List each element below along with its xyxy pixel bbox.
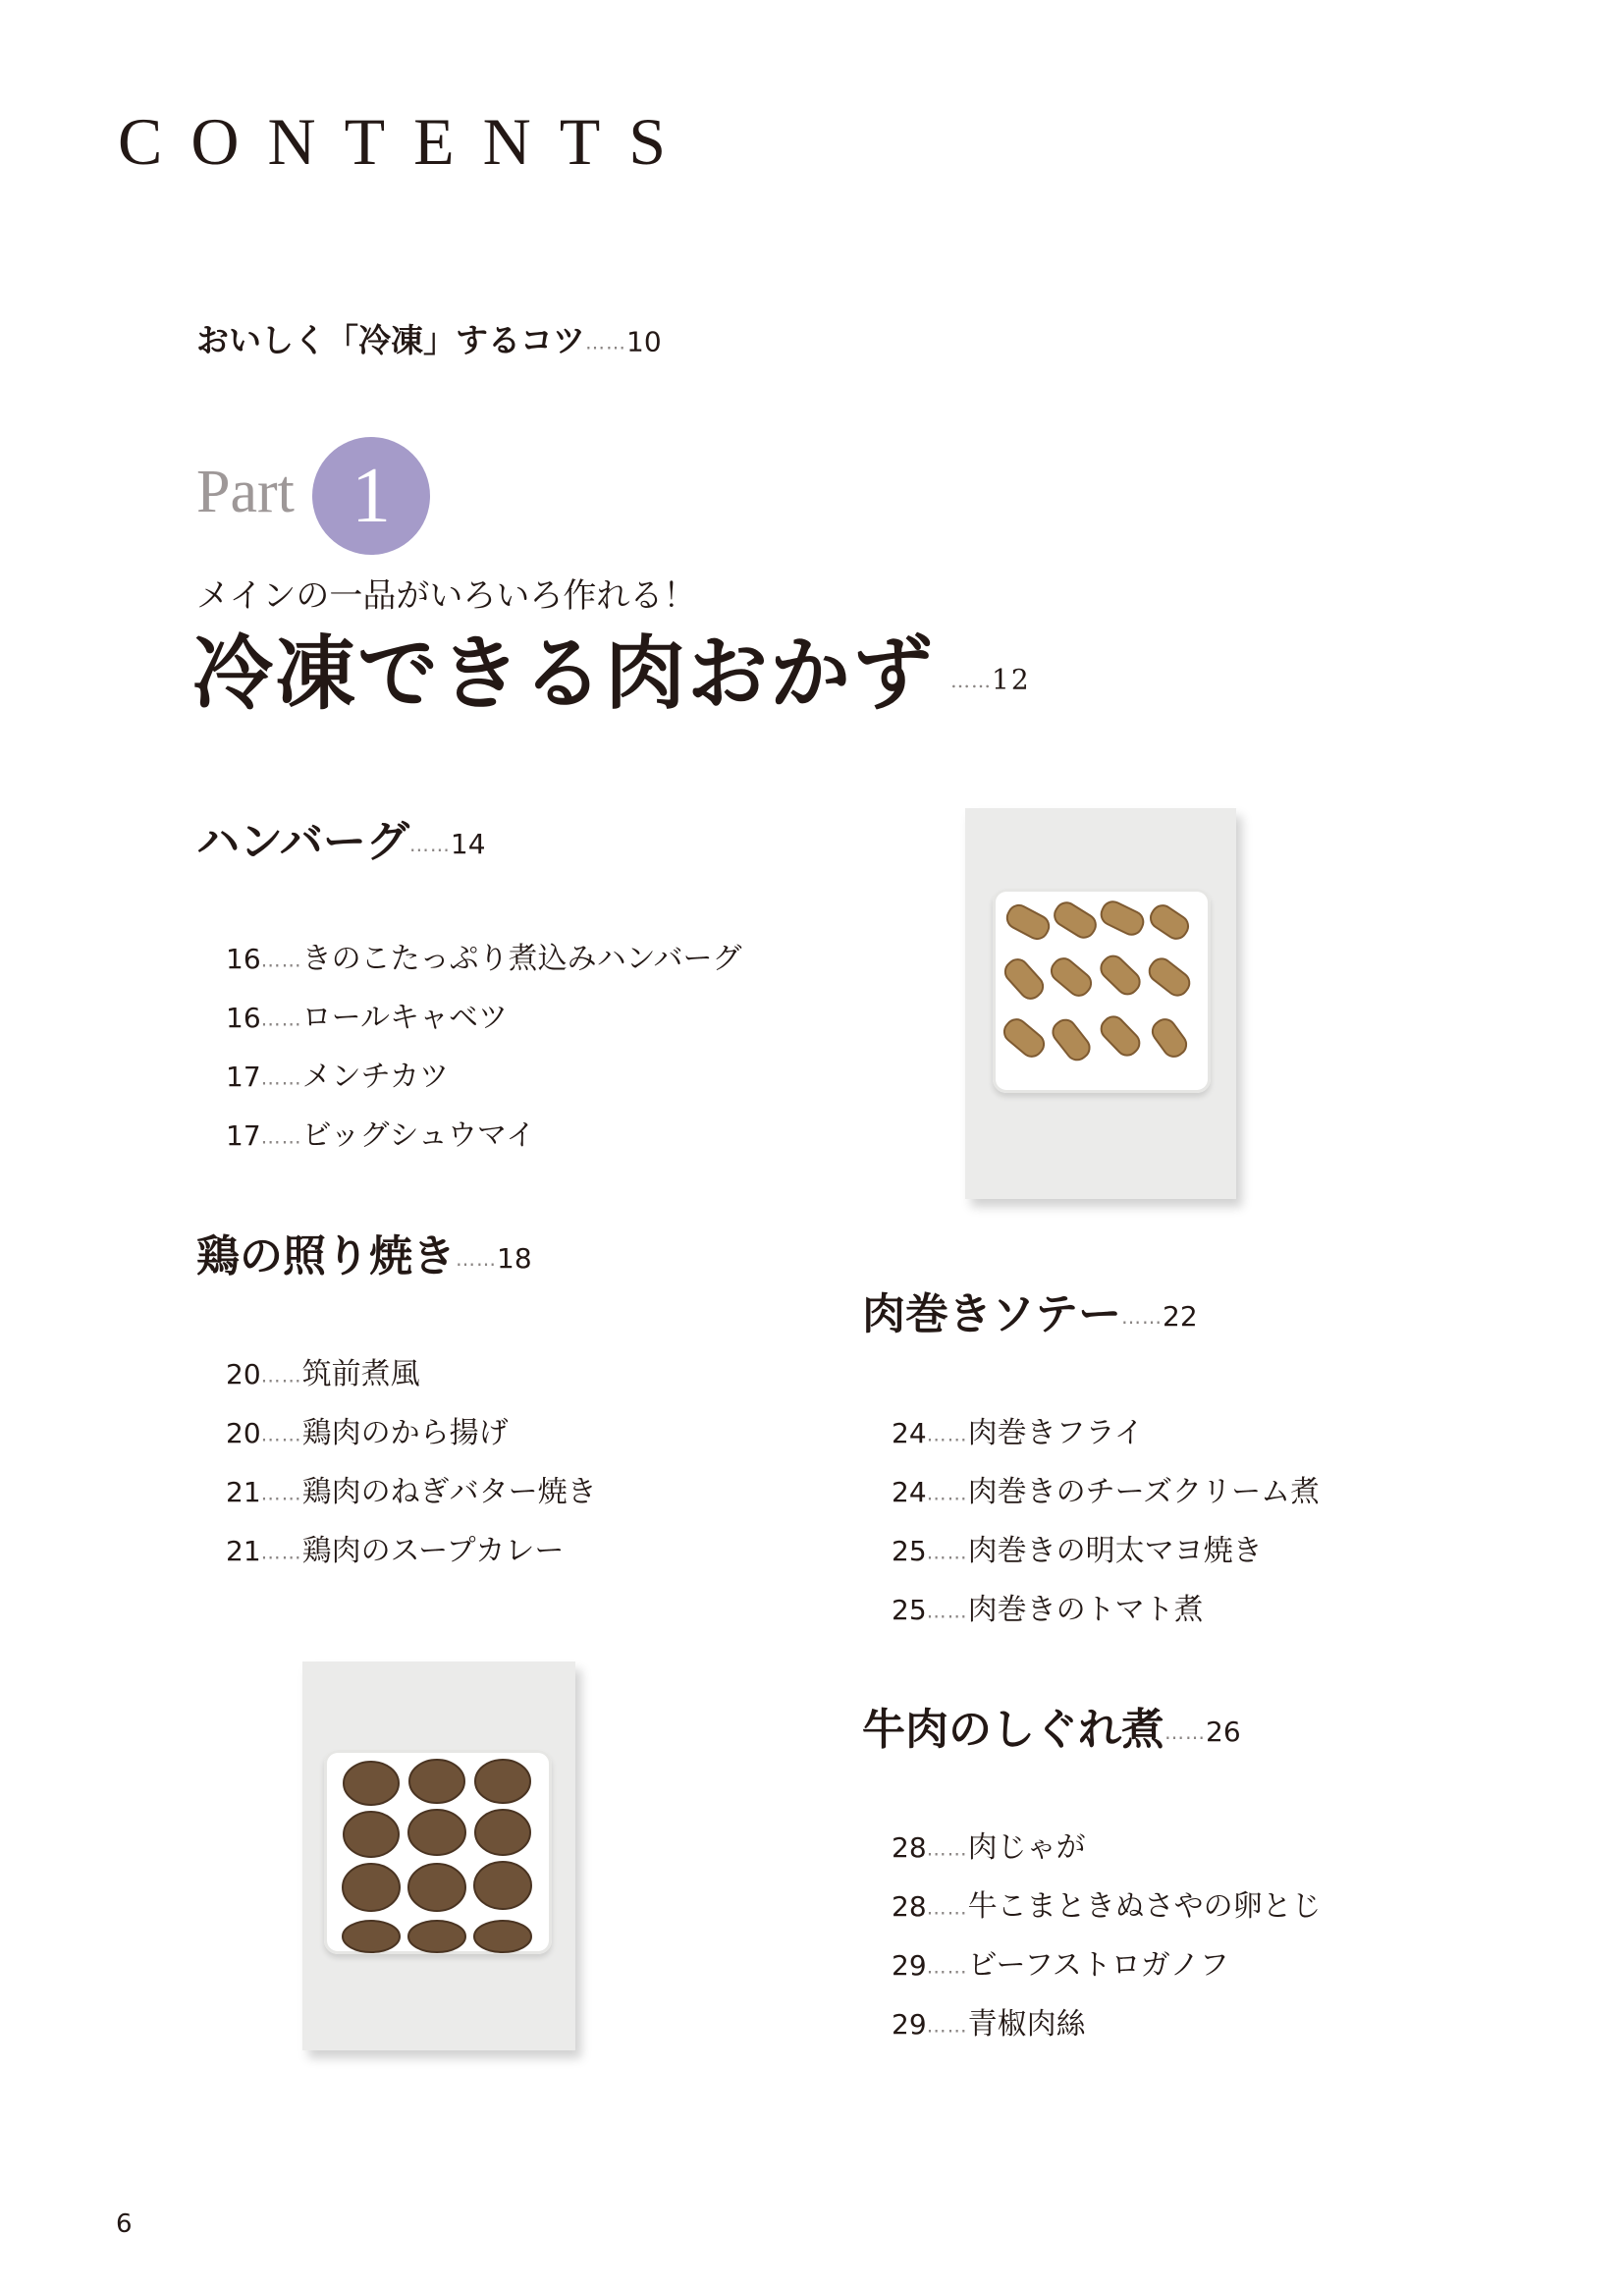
toc-item-page: 17 [226, 1061, 261, 1093]
toc-item-page: 28 [892, 1831, 927, 1864]
food-photo-meat-rolls [965, 808, 1236, 1199]
toc-leader-dots: …… [260, 1065, 302, 1090]
toc-item-label: ビーフストロガノフ [967, 1948, 1229, 1983]
toc-item-page: 21 [226, 1476, 261, 1508]
part-subtitle: メインの一品がいろいろ作れる！ [196, 576, 697, 616]
toc-item[interactable] [892, 2007, 1086, 2042]
toc-leader-dots: …… [926, 1422, 968, 1446]
toc-leader-dots: …… [260, 948, 302, 972]
toc-leader-dots: …… [926, 1895, 968, 1920]
section-title: ハンバーグ [196, 817, 409, 867]
part-label: Part [196, 459, 295, 525]
toc-item-page: 16 [226, 1002, 261, 1034]
part-number-badge: 1 [312, 437, 430, 555]
toc-page-number: 12 [992, 663, 1031, 696]
toc-item-label: 肉巻きのトマト煮 [967, 1593, 1204, 1627]
toc-item-label: 鶏肉のねぎバター焼き [301, 1475, 597, 1509]
page-number: 6 [116, 2209, 133, 2239]
toc-leader-dots: …… [1121, 1305, 1163, 1329]
toc-leader-dots: …… [260, 1124, 302, 1149]
toc-item-page: 25 [892, 1594, 927, 1626]
toc-item[interactable] [226, 1475, 597, 1509]
toc-item[interactable] [226, 1357, 420, 1391]
toc-item-label: 青椒肉絲 [967, 2007, 1086, 2042]
toc-leader-dots: …… [260, 1540, 302, 1564]
toc-item-page: 21 [226, 1535, 261, 1567]
toc-item-label: メンチカツ [301, 1060, 450, 1094]
hamburg-patties-image [324, 1750, 552, 1954]
toc-leader-dots: …… [260, 1007, 302, 1031]
toc-entry-intro[interactable] [196, 321, 662, 359]
section-title: 鶏の照り焼き [196, 1231, 456, 1281]
tray [993, 889, 1211, 1093]
toc-item[interactable] [892, 1416, 1144, 1450]
toc-leader-dots: …… [926, 2013, 968, 2038]
food-photo-hamburg [302, 1662, 575, 2050]
toc-item-label: 筑前煮風 [301, 1357, 420, 1391]
toc-item[interactable] [226, 942, 742, 976]
toc-section-shigureni[interactable] [862, 1705, 1241, 1755]
part-title[interactable] [192, 627, 1031, 721]
toc-item-page: 17 [226, 1119, 261, 1152]
toc-item-page: 20 [226, 1358, 261, 1390]
toc-item[interactable] [226, 1060, 450, 1094]
toc-item-label: ロールキャベツ [301, 1001, 509, 1035]
tray [324, 1750, 552, 1954]
toc-page-number: 22 [1163, 1300, 1198, 1333]
toc-item[interactable] [226, 1534, 565, 1568]
toc-item[interactable] [892, 1830, 1086, 1865]
toc-leader-dots: …… [585, 330, 626, 354]
toc-item[interactable] [892, 1889, 1322, 1924]
toc-item-label: ビッグシュウマイ [301, 1118, 536, 1153]
toc-leader-dots: …… [926, 1599, 968, 1623]
toc-leader-dots: …… [260, 1481, 302, 1505]
page-title: CONTENTS [118, 104, 695, 179]
toc-item-page: 29 [892, 1949, 927, 1982]
toc-item-page: 25 [892, 1535, 927, 1567]
toc-leader-dots: …… [1164, 1720, 1206, 1744]
toc-page-number: 18 [497, 1242, 532, 1275]
toc-item-label: 鶏肉のから揚げ [301, 1416, 509, 1450]
toc-leader-dots: …… [950, 668, 993, 692]
toc-item[interactable] [226, 1118, 536, 1153]
toc-leader-dots: …… [456, 1247, 497, 1271]
toc-item[interactable] [226, 1416, 509, 1450]
section-title: 牛肉のしぐれ煮 [862, 1705, 1164, 1755]
toc-leader-dots: …… [260, 1363, 302, 1388]
toc-item[interactable] [892, 1475, 1321, 1509]
toc-item-page: 24 [892, 1417, 927, 1449]
toc-item-page: 16 [226, 943, 261, 975]
toc-leader-dots: …… [926, 1540, 968, 1564]
toc-item[interactable] [892, 1534, 1263, 1568]
toc-page-number: 14 [450, 828, 486, 860]
part-title-text: 冷凍できる肉おかず [192, 627, 936, 721]
toc-item-label: 肉巻きフライ [967, 1416, 1144, 1450]
toc-item-label: 鶏肉のスープカレー [301, 1534, 565, 1568]
toc-item-label: 肉じゃが [967, 1830, 1086, 1865]
toc-section-hamburg[interactable] [196, 817, 486, 867]
toc-item-label: 牛こまときぬさやの卵とじ [967, 1889, 1322, 1924]
toc-section-teriyaki[interactable] [196, 1231, 532, 1281]
toc-section-nikumaki[interactable] [862, 1289, 1198, 1339]
toc-page-number: 26 [1206, 1716, 1241, 1748]
toc-item[interactable] [226, 1001, 509, 1035]
toc-page-number: 10 [626, 325, 662, 358]
toc-item-page: 28 [892, 1890, 927, 1923]
toc-item-label: 肉巻きのチーズクリーム煮 [967, 1475, 1321, 1509]
toc-item-label: 肉巻きの明太マヨ焼き [967, 1534, 1263, 1568]
section-title: 肉巻きソテー [862, 1289, 1121, 1339]
toc-item-page: 29 [892, 2008, 927, 2041]
toc-entry-label: おいしく「冷凍」するコツ [196, 321, 585, 359]
toc-item[interactable] [892, 1948, 1229, 1983]
toc-item[interactable] [892, 1593, 1204, 1627]
toc-leader-dots: …… [926, 1954, 968, 1979]
toc-leader-dots: …… [260, 1422, 302, 1446]
toc-item-page: 24 [892, 1476, 927, 1508]
toc-item-label: きのこたっぷり煮込みハンバーグ [301, 942, 742, 976]
toc-leader-dots: …… [926, 1481, 968, 1505]
toc-item-page: 20 [226, 1417, 261, 1449]
toc-leader-dots: …… [408, 833, 451, 856]
toc-leader-dots: …… [926, 1836, 968, 1861]
meat-rolls-image [993, 889, 1211, 1093]
